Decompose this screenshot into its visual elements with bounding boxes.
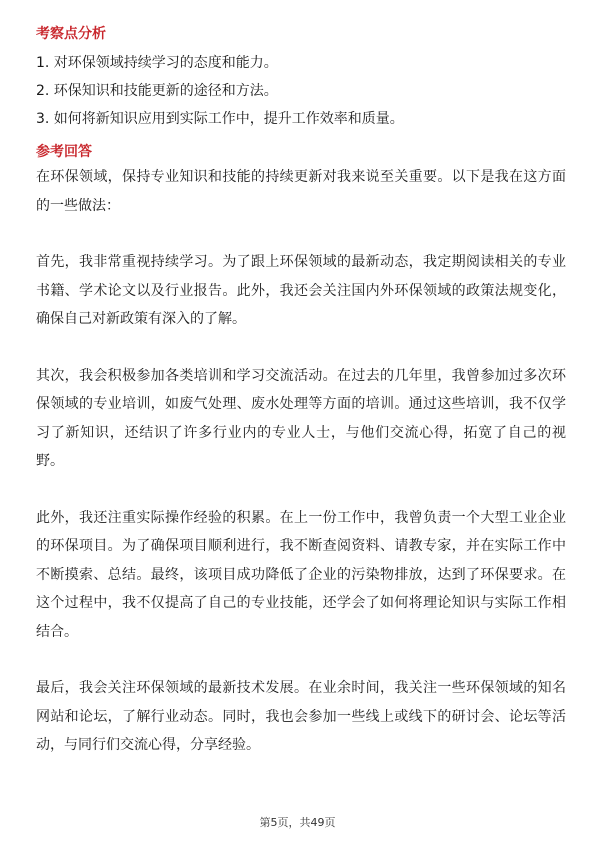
- document-page: [36, 23, 566, 760]
- answer-body: [36, 163, 566, 760]
- answer-paragraph: 最后，我会关注环保领域的最新技术发展。在业余时间，我关注一些环保领域的知名网站和论坛，了解行业动态。同时，我也会参加一些线上或线下的研讨会、论坛等活动，与同行们交流心得，分享经验。: [36, 680, 566, 753]
- answer-heading: 参考回答: [36, 144, 92, 160]
- analysis-list: [36, 49, 566, 133]
- answer-paragraph: 首先，我非常重视持续学习。为了跟上环保领域的最新动态，我定期阅读相关的专业书籍、学术论文以及行业报告。此外，我还会关注国内外环保领域的政策法规变化，确保自己对新政策有深入的了解。: [36, 254, 566, 327]
- analysis-item: 1. 对环保领域持续学习的态度和能力。: [36, 55, 278, 71]
- analysis-item: 3. 如何将新知识应用到实际工作中，提升工作效率和质量。: [36, 111, 404, 127]
- answer-paragraph: 其次，我会积极参加各类培训和学习交流活动。在过去的几年里，我曾参加过多次环保领域的专业培训，如废气处理、废水处理等方面的培训。通过这些培训，我不仅学习了新知识，还结识了许多行业内的专业人士，与他们交流心得，拓宽了自己的视野。: [36, 367, 566, 469]
- answer-paragraph: 在环保领域，保持专业知识和技能的持续更新对我来说至关重要。以下是我在这方面的一些做法：: [36, 169, 566, 214]
- analysis-heading: 考察点分析: [36, 26, 106, 42]
- page-number: 第5页，共49页: [259, 816, 336, 829]
- answer-paragraph: 此外，我还注重实际操作经验的积累。在上一份工作中，我曾负责一个大型工业企业的环保项目。为了确保项目顺利进行，我不断查阅资料、请教专家，并在实际工作中不断摸索、总结。最终，该项目成功降低了企业的污染物排放，达到了环保要求。在这个过程中，我不仅提高了自己的专业技能，还学会了如何将理论知识与实际工作相结合。: [36, 509, 566, 640]
- analysis-item: 2. 环保知识和技能更新的途径和方法。: [36, 83, 278, 99]
